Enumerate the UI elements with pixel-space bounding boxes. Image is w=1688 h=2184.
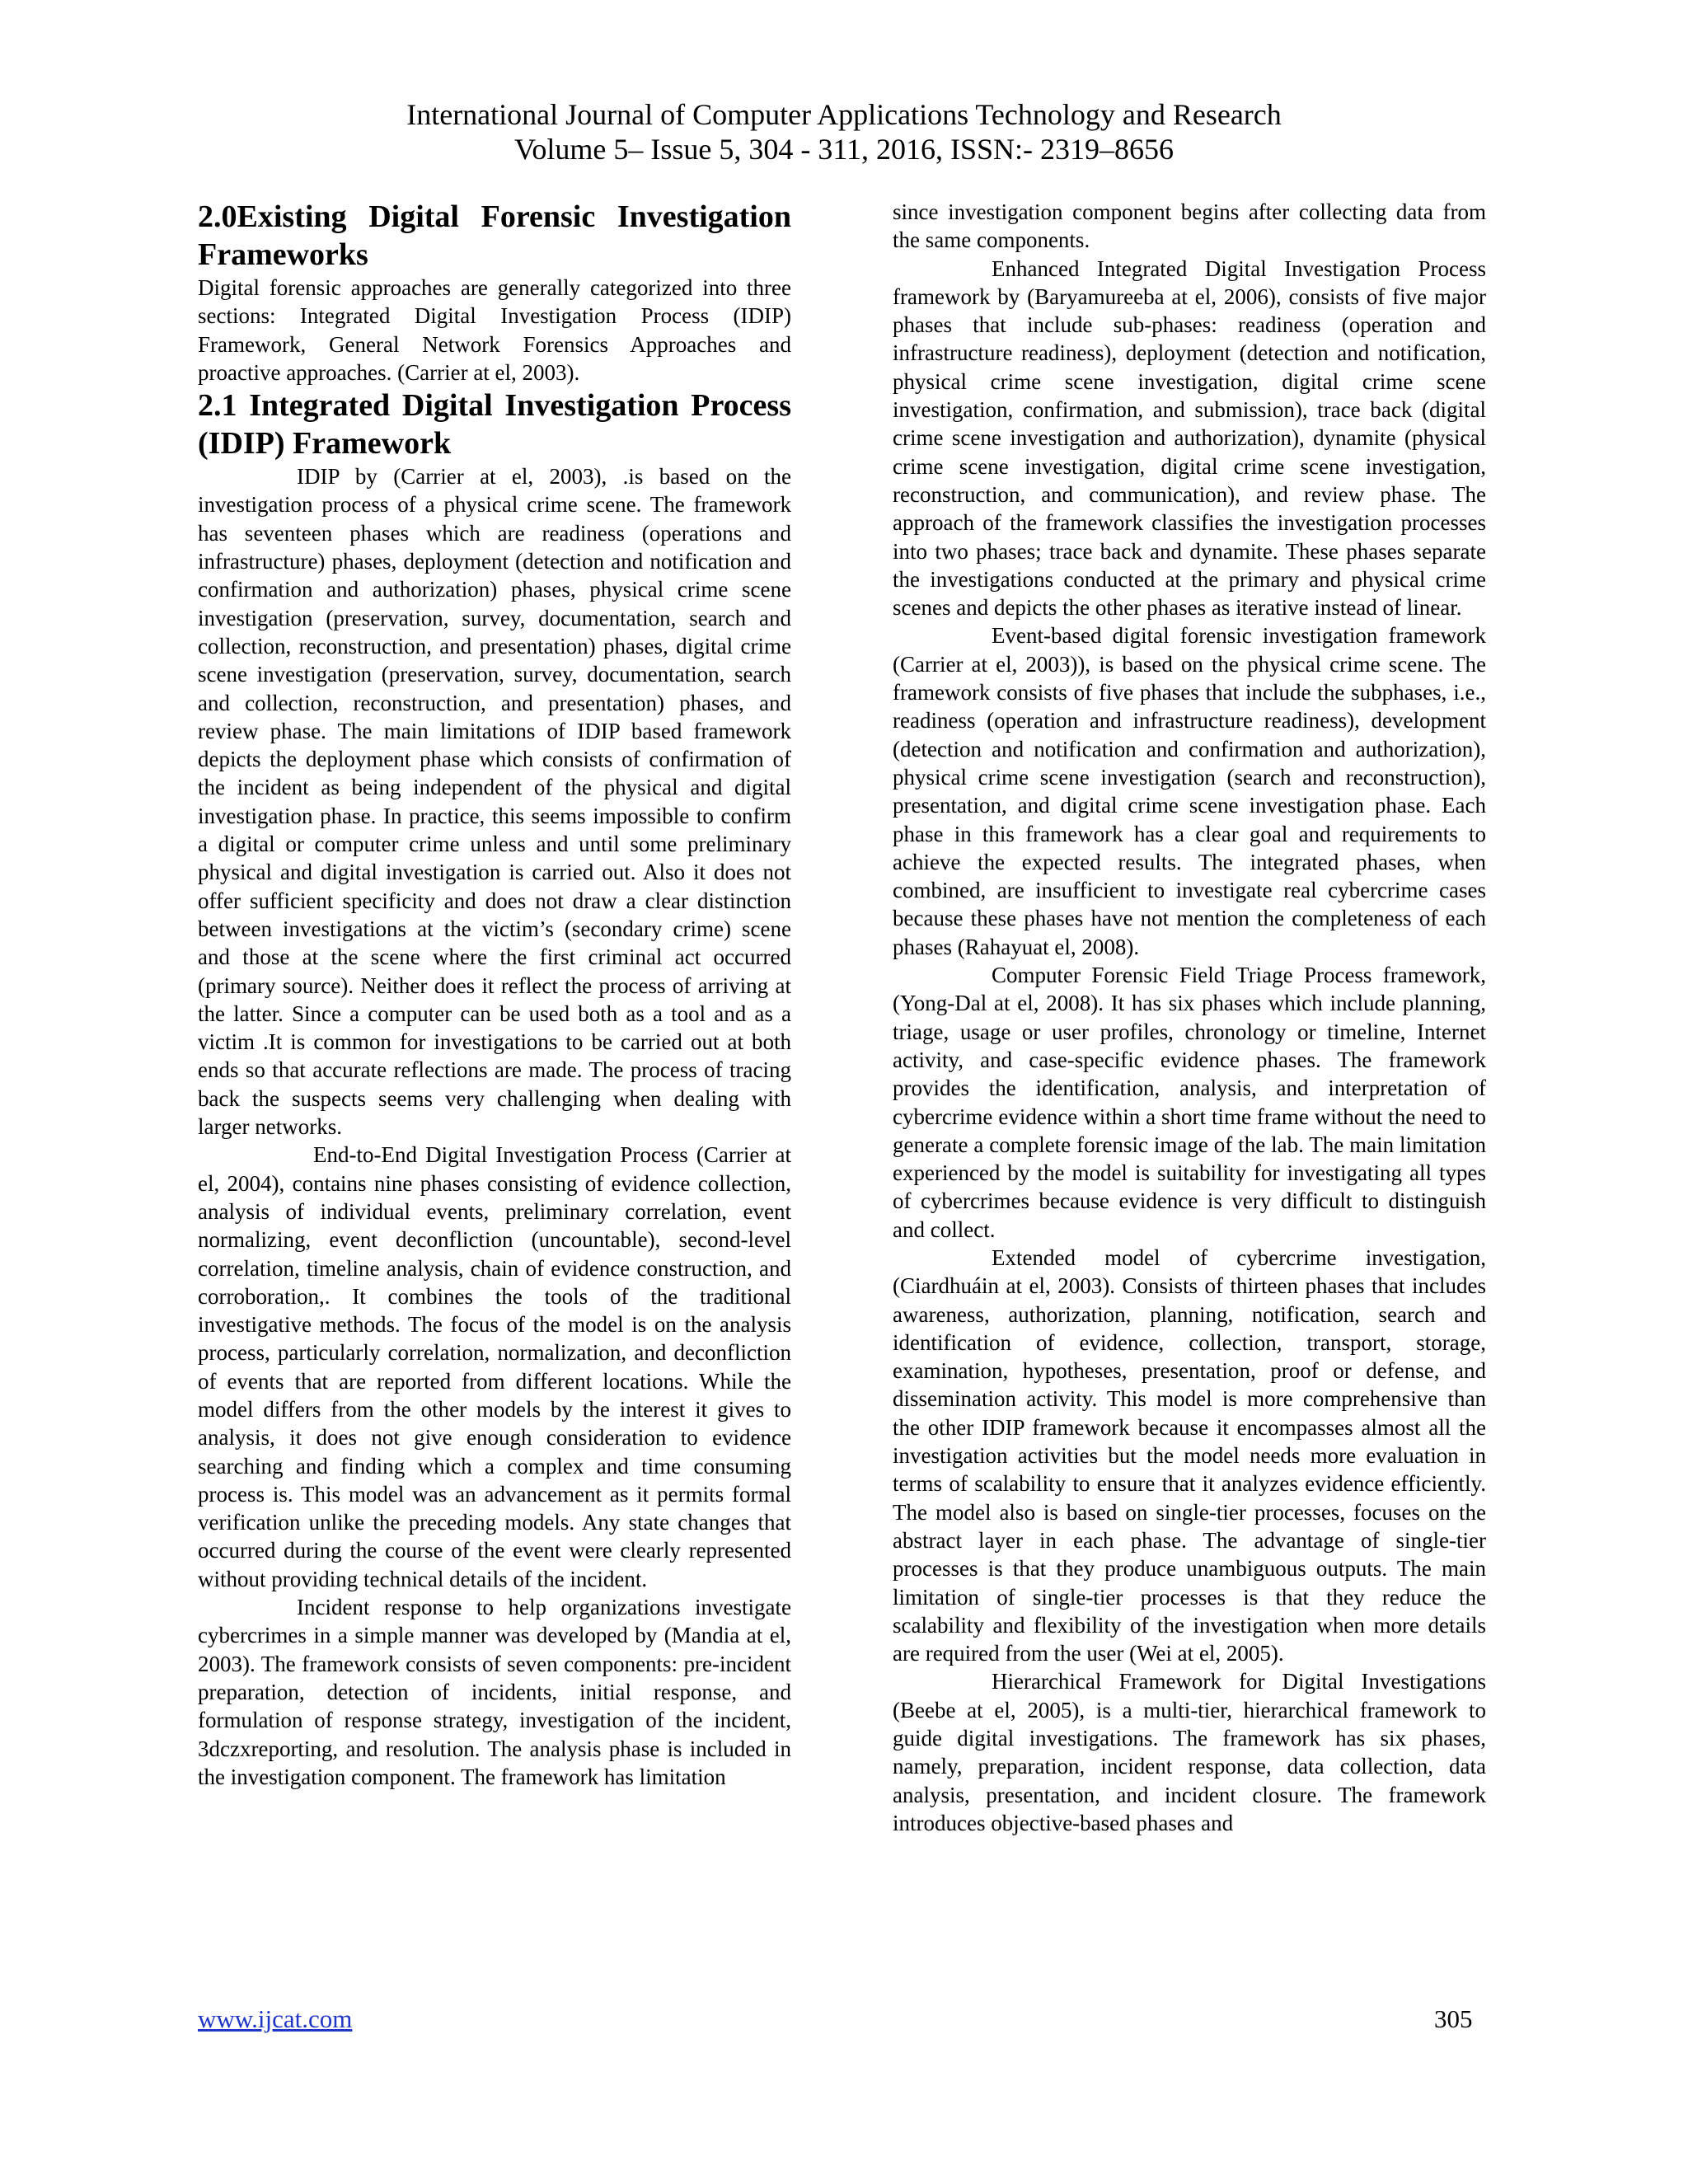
paragraph: Event-based digital forensic investigation framework (Carrier at el, 2003)), is based on the physical crime scene. The framework consists of five phases that include the subphases, i.e., readiness (operation and infrastructure readiness), development (detection and notification and confirmation and authorization), physical crime scene investigation (search and reconstruction), presentation, and digital crime scene investigation phase. Each phase in this framework has a clear goal and requirements to achieve the expected results. The integrated phases, when combined, are insufficient to investigate real cybercrime cases because these phases have not mention the completeness of each phases (Rahayuat el, 2008). (893, 623, 1486, 959)
paragraph: IDIP by (Carrier at el, 2003), .is based on the investigation process of a physical crime scene. The framework has seventeen phases which are readiness (operations and infrastructure) phases, deployment (detection and notification and confirmation and authorization) phases, physical crime scene investigation (preservation, survey, documentation, search and collection, reconstruction, and presentation) phases, digital crime scene investigation (preservation, survey, documentation, search and collection, reconstruction, and presentation) phases, and review phase. The main limitations of IDIP based framework depicts the deployment phase which consists of confirmation of the incident as being independent of the physical and digital investigation phase. In practice, this seems impossible to confirm a digital or computer crime unless and until some preliminary physical and digital investigation is carried out. Also it does not offer sufficient specificity and does not draw a clear distinction between investigations at the victim’s (secondary crime) scene and those at the scene where the first criminal act occurred (primary source). Neither does it reflect the process of arriving at the latter. Since a computer can be used both as a tool and as a victim .It is common for investigations to be carried out at both ends so that accurate reflections are made. The process of tracing back the suspects seems very challenging when dealing with larger networks. (198, 464, 791, 1140)
journal-website-link[interactable]: www.ijcat.com (198, 2004, 353, 2033)
paragraph: Enhanced Integrated Digital Investigation Process framework by (Baryamureeba at el, 2006), consists of five major phases that include sub-phases: readiness (operation and infrastructure readiness), deployment (detection and notification, physical crime scene investigation, digital crime scene investigation, confirmation, and submission), trace back (digital crime scene investigation and authorization), dynamite (physical crime scene investigation, digital crime scene investigation, reconstruction, and communication), and review phase. The approach of the framework classifies the investigation processes into two phases; trace back and dynamite. These phases separate the investigations conducted at the primary and physical crime scenes and depicts the other phases as iterative instead of linear. (893, 255, 1486, 621)
left-column (198, 198, 791, 1791)
paragraph: Digital forensic approaches are generally categorized into three sections: Integrated Digital Investigation Process (IDIP) Framework, General Network Forensics Approaches and proactive approaches. (Carrier at el, 2003). (198, 275, 791, 385)
paragraph: End-to-End Digital Investigation Process (Carrier at el, 2004), contains nine phases consisting of evidence collection, analysis of individual events, preliminary correlation, event normalizing, event deconfliction (uncountable), second-level correlation, timeline analysis, chain of evidence construction, and corroboration,. It combines the tools of the traditional investigative methods. The focus of the model is on the analysis process, particularly correlation, normalization, and deconfliction of events that are reported from different locations. While the model differs from the other models by the interest it gives to analysis, it does not give enough consideration to evidence searching and finding which a complex and time consuming process is. This model was an advancement as it permits formal verification unlike the preceding models. Any state changes that occurred during the course of the event were clearly represented without providing technical details of the incident. (198, 1142, 791, 1591)
right-column (893, 198, 1486, 1837)
paragraph: Extended model of cybercrime investigation, (Ciardhuáin at el, 2003). Consists of thirteen phases that includes awareness, authorization, planning, notification, search and identification of evidence, collection, transport, storage, examination, hypotheses, presentation, proof or defense, and dissemination activity. This model is more comprehensive than the other IDIP framework because it encompasses almost all the investigation activities but the model needs more evaluation in terms of scalability to ensure that it analyzes evidence efficiently. The model also is based on single-tier processes, focuses on the abstract layer in each phase. The advantage of single-tier processes is that they produce unambiguous outputs. The main limitation of single-tier processes is that they reduce the scalability and flexibility of the investigation when more details are required from the user (Wei at el, 2005). (893, 1244, 1486, 1666)
section-heading-2-1: 2.1 Integrated Digital Investigation Process (IDIP) Framework (198, 388, 791, 462)
paragraph: Hierarchical Framework for Digital Investigations (Beebe at el, 2005), is a multi-tier, hierarchical framework to guide digital investigations. The framework has six phases, namely, preparation, incident response, data collection, data analysis, presentation, and incident closure. The framework introduces objective-based phases and (893, 1669, 1486, 1835)
section-heading-2-0: 2.0Existing Digital Forensic Investigation Frameworks (198, 199, 791, 272)
paragraph: Incident response to help organizations investigate cybercrimes in a simple manner was developed by (Mandia at el, 2003). The framework consists of seven components: pre-incident preparation, detection of incidents, initial response, and formulation of response strategy, investigation of the incident, 3dczxreporting, and resolution. The analysis phase is included in the investigation component. The framework has limitation (198, 1595, 791, 1789)
journal-title: International Journal of Computer Applications Technology and Research (406, 98, 1282, 131)
page-number: 305 (1434, 2004, 1473, 2033)
paragraph: since investigation component begins after collecting data from the same components. (893, 199, 1486, 253)
paragraph: Computer Forensic Field Triage Process framework, (Yong-Dal at el, 2008). It has six phases which include planning, triage, usage or user profiles, chronology or timeline, Internet activity, and case-specific evidence phases. The framework provides the identification, analysis, and interpretation of cybercrime evidence within a short time frame without the need to generate a complete forensic image of the lab. The main limitation experienced by the model is suitability for investigating all types of cybercrimes because evidence is very difficult to distinguish and collect. (893, 963, 1486, 1242)
journal-volume: Volume 5– Issue 5, 304 - 311, 2016, ISSN:- 2319–8656 (514, 133, 1174, 166)
journal-header (0, 97, 1688, 166)
